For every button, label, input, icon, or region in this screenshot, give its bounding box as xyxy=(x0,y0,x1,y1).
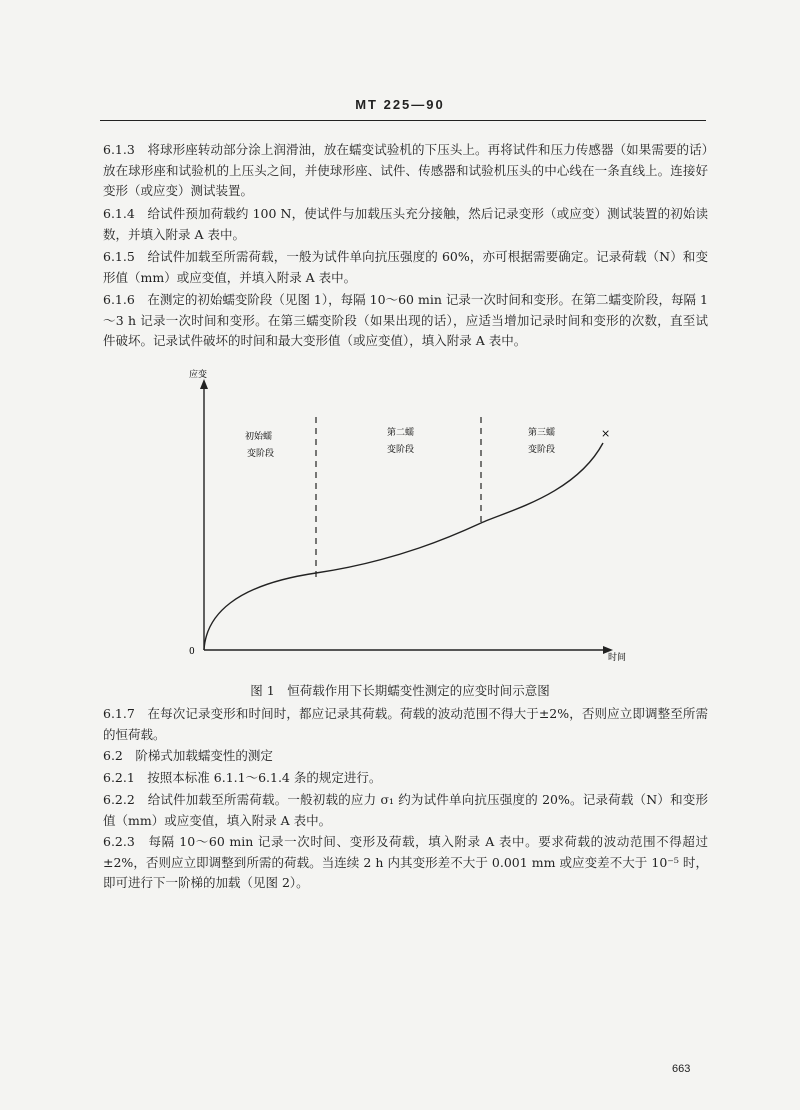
stage3-label-line2: 变阶段 xyxy=(528,445,556,455)
stage1-label-line1: 初始蠕 xyxy=(245,432,273,442)
stage1-label-line2: 变阶段 xyxy=(247,449,275,459)
strain-time-chart xyxy=(175,365,635,665)
standard-code-header: MT 225—90 xyxy=(355,97,445,112)
paragraph-6-2-3: 6.2.3 每隔 10～60 min 记录一次时间、变形及荷载，填入附录 A 表中。要求荷载的波动范围不得超过±2%，否则应立即调整到所需的荷载。当连续 2 h 内其变形差不大于 0.001 mm 或应变差不大于 10⁻⁵ 时，即可进行下一阶梯的加载（见图 2）。 xyxy=(103,834,708,890)
paragraph-6-1-7: 6.1.7 在每次记录变形和时间时，都应记录其荷载。荷载的波动范围不得大于±2%，否则应立即调整至所需的恒荷载。 xyxy=(103,706,708,742)
figure-caption: 图 1 恒荷载作用下长期蠕变性测定的应变时间示意图 xyxy=(250,683,550,698)
x-axis-label: 时间 xyxy=(608,653,627,663)
paragraph-6-1-6: 6.1.6 在测定的初始蠕变阶段（见图 1），每隔 10～60 min 记录一次时间和变形。在第二蠕变阶段，每隔 1～3 h 记录一次时间和变形。在第三蠕变阶段（如果出现的话），应适当增加记录时间和变形的次数，直至试件破坏。记录试件破坏的时间和最大变形值（或应变值），填入附录 A 表中。 xyxy=(103,292,708,348)
section-heading-6-2: 6.2 阶梯式加载蠕变性的测定 xyxy=(103,748,273,763)
page-number: 663 xyxy=(672,1063,691,1075)
stage2-label-line1: 第二蠕 xyxy=(387,428,415,438)
stage2-label-line2: 变阶段 xyxy=(387,445,415,455)
y-axis-label: 应变 xyxy=(189,370,208,380)
paragraph-6-2-2: 6.2.2 给试件加载至所需荷载。一般初载的应力 σ₁ 约为试件单向抗压强度的 20%。记录荷载（N）和变形值（mm）或应变值，填入附录 A 表中。 xyxy=(103,792,708,828)
paragraph-6-1-3: 6.1.3 将球形座转动部分涂上润滑油，放在蠕变试验机的下压头上。再将试件和压力传感器（如果需要的话）放在球形座和试验机的上压头之间，并使球形座、试件、传感器和试验机压头的中心线在一条直线上。连接好变形（或应变）测试装置。 xyxy=(103,142,708,198)
y-axis-arrow xyxy=(200,379,208,389)
stage3-label-line1: 第三蠕 xyxy=(528,428,556,438)
creep-curve xyxy=(204,443,603,650)
header-rule xyxy=(100,120,706,121)
paragraph-6-2-1: 6.2.1 按照本标准 6.1.1～6.1.4 条的规定进行。 xyxy=(103,770,382,785)
paragraph-6-1-4: 6.1.4 给试件预加荷载约 100 N，使试件与加载压头充分接触，然后记录变形（或应变）测试装置的初始读数，并填入附录 A 表中。 xyxy=(103,206,708,242)
failure-marker: × xyxy=(601,427,611,440)
paragraph-6-1-5: 6.1.5 给试件加载至所需荷载，一般为试件单向抗压强度的 60%，亦可根据需要确定。记录荷载（N）和变形值（mm）或应变值，并填入附录 A 表中。 xyxy=(103,249,708,285)
origin-label: 0 xyxy=(189,647,195,657)
